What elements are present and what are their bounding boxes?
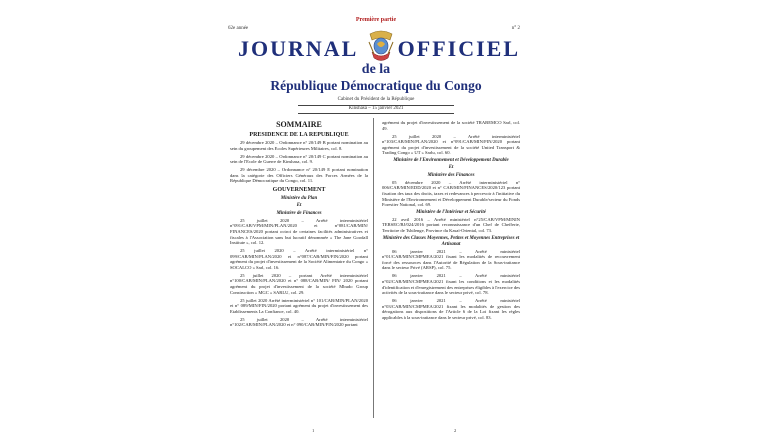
presidence-heading: PRESIDENCE DE LA REPUBLIQUE: [249, 132, 349, 138]
journal-page: [226, 14, 526, 433]
list-item: 05 décembre 2020 – Arrêté interministériel n° 006/CAB/MIN/EDD/2020 et n° CAB/MIN/FINANCES/2020/123 portant fixation des taux des droits, taxes et redevances à percevoir à l'initiative du Ministère de l'Environnement et Développement Durable/secteur du Fonds Forestier National, col. 69.: [382, 179, 520, 208]
page-number-right: 2: [454, 428, 457, 433]
country-title: République Démocratique du Congo: [270, 78, 482, 93]
column-divider: [373, 118, 374, 418]
list-item: 29 décembre 2020 – Ordonnance n° 20/149 C portant nomination au sein de l'Ecole de Guerre de Kinshasa, col. 9.: [230, 153, 368, 165]
part-label: Première partie: [355, 17, 397, 23]
cabinet-label: Cabinet du Président de la République: [337, 97, 415, 102]
list-item: 06 janvier 2021 – Arrêté ministériel n°01/CAB/MIN/CMPMEA/2021 fixant les modalités de recouvrement forcé des ressources dans l'Autorité de Régulation de la Sous-traitance dans le secteur Privé (ARSP), col. 75.: [382, 248, 520, 271]
ministry-heading: Ministère de l'Environnement et Développement Durable: [393, 158, 509, 164]
et-label: Et: [296, 203, 302, 209]
list-item: 25 juillet 2020 Arrêté interministériel n° 101/CAB/MIN/PLAN/2020 et n° 089/MIN/FIN/2020 portant agrément du projet d'investissement des Etablissements La Confiance, col. 40.: [230, 297, 368, 314]
place-date: Kinshasa – 15 janvier 2021: [348, 106, 404, 111]
rule-bottom: [298, 113, 454, 114]
title-journal: JOURNAL: [238, 36, 359, 61]
ministry-heading: Ministère de Finances: [276, 210, 322, 216]
list-item: 29 décembre 2020 – Ordonnance n° 20/149 E portant nomination dans la catégorie des Officiers Généraux des Forces Armées de la République Démocratique du Congo, col. 11.: [230, 167, 368, 184]
ministry-heading: Ministère du Plan: [280, 196, 318, 202]
page-number-left: 1: [312, 428, 315, 433]
list-item: 25 juillet 2020 – Arrêté interministériel n° 099/CAB/MIN/PLAN/2020 et n°087/CAB/MIN/FIN/2020 portant agrément du projet d'investissement de la Société Alimentaire du Congo « SOCALCO » Sarl, col. 16.: [230, 248, 368, 270]
masthead: [226, 14, 526, 122]
sommaire-heading: SOMMAIRE: [276, 120, 322, 129]
ministry-heading: Ministère de l'Intérieur et Sécurité: [416, 210, 486, 216]
list-item: 22 avril 2016 – Arrêté ministériel n°25/CAB/VPM/MININ TERSEC/BJ/024/2016 portant reconnaissance d'un Chef de Chefferie, Territoire de Tshilenge, Province du Kasaï-Oriental, col. 73.: [382, 216, 520, 234]
ministry-heading: Ministère des Classes Moyennes, Petites et Moyennes Entreprises et Artisanat: [382, 236, 520, 247]
et-label: Et: [448, 165, 454, 171]
left-column: [230, 120, 368, 330]
year-label: 62e année: [228, 26, 249, 31]
list-item: 29 décembre 2020 – Ordonnance n° 20/149 B portant nomination au sein du groupement des Ecoles Supérieures Militaires, col. 8.: [230, 140, 368, 151]
list-item: agrément du projet d'investissement de la société TRABEMCO Sarl, col. 49.: [382, 120, 520, 131]
list-item: 25 juillet 2020 – Arrêté interministériel n°103/CAB/MIN/PLAN/2020 et n°091/CAB/MIN/FIN/2020 portant agrément du projet d'investissement de la société United Transport & Trading Congo « UT » Sarlu, col. 60.: [382, 133, 520, 156]
list-item: 06 janvier 2021 – Arrêté ministériel n°02/CAB/MIN/CMPMEA/2021 fixant les conditions et les modalités d'identification et d'enregistrement des entreprises éligibles à l'exercice des activités de la sous-traitance dans le secteur privé, col. 78.: [382, 273, 520, 296]
list-item: 25 juillet 2020 – Arrêté interministériel n°091/CAB/VPM/MIN/PLAN/2020 et n°081/CAB/MIN/ FINANCES/2020 portant octroi de certaines facilités administratives et fiscales à l'Association sans but lucratif dénommée « The Jane Goodall Institute », col. 12.: [230, 217, 368, 246]
coat-of-arms-emblem: [366, 30, 396, 64]
right-column: [382, 120, 520, 323]
title-officiel: OFFICIEL: [397, 36, 520, 61]
gouvernement-heading: GOUVERNEMENT: [272, 187, 326, 194]
list-item: 06 janvier 2021 – Arrêté ministériel n°03/CAB/MIN/CMPMEA/2021 fixant les modalités de gestion des dérogations aux dispositions de l'Article 6 de la Loi fixant les règles applicables à la sous-traitance dans le secteur privé, col. 83.: [382, 298, 520, 320]
list-item: 25 juillet 2020 – portant Arrêté interministériel n°100/CAB/MIN/PLAN/2020 et n° 088/CAB/MIN/ FIN/ 2020 portant agrément du projet d'investissement de la société Mbudo Group Construction « MGC » SARLU, col. 29.: [230, 272, 368, 295]
de-la-label: de la: [361, 62, 391, 77]
list-item: 25 juillet 2020 – Arrêté interministériel n°102/CAB/MIN/PLAN/2020 et n° 090/CAB/MIN/FIN/2020 portant: [230, 316, 368, 328]
issue-number: n° 2: [511, 26, 520, 31]
ministry-heading: Ministère des Finances: [427, 172, 475, 178]
